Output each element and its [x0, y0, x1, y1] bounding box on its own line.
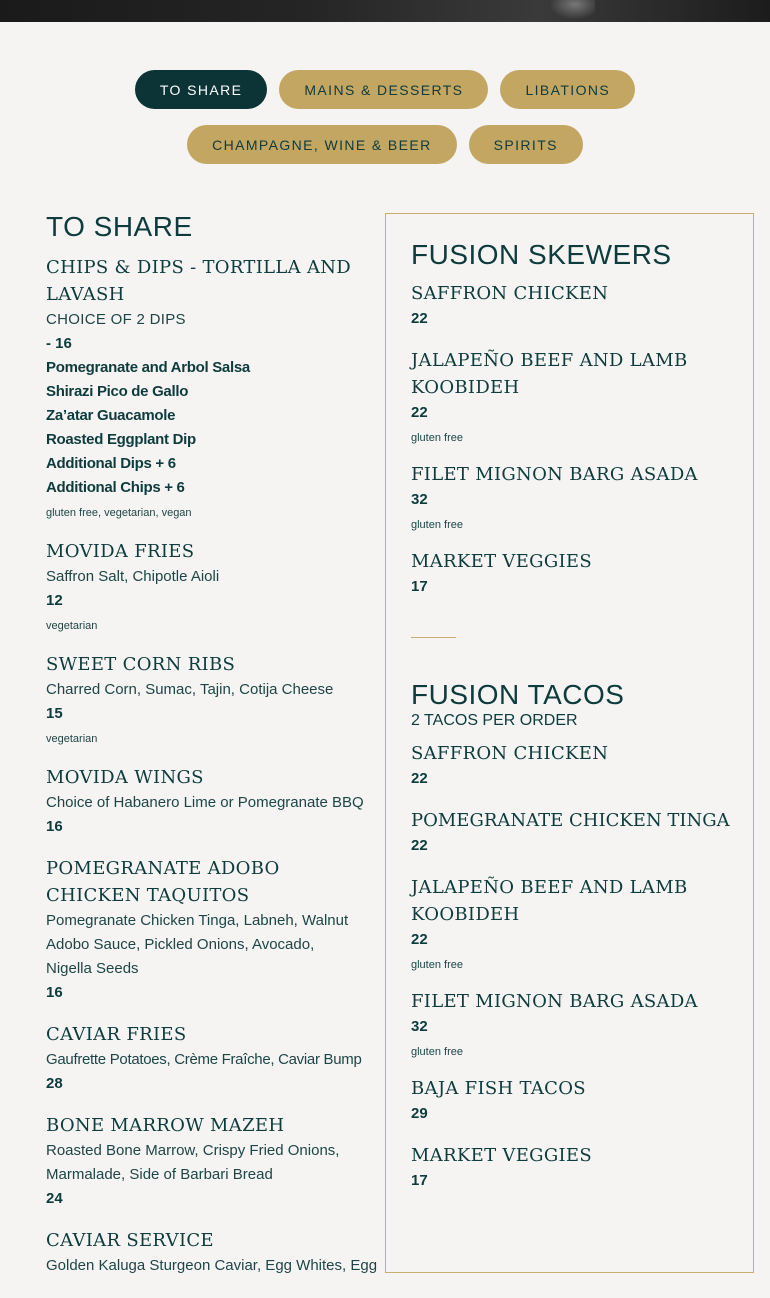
item-tags: vegetarian [46, 733, 98, 745]
item-name: BAJA FISH TACOS [411, 1078, 586, 1099]
item-price: 16 [46, 818, 63, 835]
item-price: 22 [411, 931, 428, 948]
to-share-column [46, 210, 378, 1278]
menu-item [46, 651, 364, 748]
item-price: 22 [411, 770, 428, 787]
item-name: JALAPEÑO BEEF AND LAMB KOOBIDEH [411, 350, 688, 398]
item-price: - 16 [46, 335, 72, 352]
item-price: 22 [411, 837, 428, 854]
menu-tabs-row-1 [0, 70, 770, 109]
item-name: FILET MIGNON BARG ASADA [411, 991, 698, 1012]
section-divider [411, 637, 456, 638]
item-name: JALAPEÑO BEEF AND LAMB KOOBIDEH [411, 877, 688, 925]
item-tags: gluten free [411, 1046, 463, 1058]
item-price: 29 [411, 1105, 428, 1122]
item-name: CAVIAR FRIES [46, 1024, 187, 1045]
item-tags: gluten free [411, 959, 463, 971]
menu-item [411, 280, 733, 331]
item-name: SAFFRON CHICKEN [411, 743, 609, 764]
section-subtitle: 2 TACOS PER ORDER [411, 712, 578, 729]
menu-item [46, 1021, 364, 1096]
item-name: FILET MIGNON BARG ASADA [411, 464, 698, 485]
menu-item [46, 254, 364, 522]
menu-item [411, 1142, 733, 1193]
menu-item [411, 740, 733, 791]
dip-option: Additional Dips + 6 [46, 455, 176, 472]
item-tags: gluten free [411, 432, 463, 444]
item-name: MARKET VEGGIES [411, 551, 592, 572]
dip-option: Pomegranate and Arbol Salsa [46, 359, 250, 376]
item-price: 32 [411, 491, 428, 508]
item-tags: gluten free, vegetarian, vegan [46, 507, 192, 519]
item-name: CAVIAR SERVICE [46, 1230, 214, 1251]
tab-libations[interactable]: LIBATIONS [500, 70, 635, 109]
item-desc: Charred Corn, Sumac, Tajin, Cotija Cheese [46, 681, 334, 698]
item-desc: Pomegranate Chicken Tinga, Labneh, Walnut Adobo Sauce, Pickled Onions, Avocado, Nigella Seeds [46, 912, 349, 977]
item-price: 17 [411, 578, 428, 595]
menu-tabs-row-2 [0, 125, 770, 164]
tab-champagne-wine-beer[interactable]: CHAMPAGNE, WINE & BEER [187, 125, 457, 164]
section-title-fusion-skewers: FUSION SKEWERS [411, 239, 672, 270]
item-name: MOVIDA WINGS [46, 767, 204, 788]
dip-option: Additional Chips + 6 [46, 479, 185, 496]
tab-spirits[interactable]: SPIRITS [469, 125, 583, 164]
menu-item [46, 855, 364, 1005]
menu-item [411, 461, 733, 534]
item-price: 12 [46, 592, 63, 609]
item-name: MARKET VEGGIES [411, 1145, 592, 1166]
item-name: BONE MARROW MAZEH [46, 1115, 285, 1136]
item-desc: Golden Kaluga Sturgeon Caviar, Egg Whites, Egg [46, 1257, 378, 1274]
menu-item [411, 347, 733, 447]
dip-option: Shirazi Pico de Gallo [46, 383, 189, 400]
menu-item [411, 1075, 733, 1126]
item-name: POMEGRANATE ADOBO CHICKEN TAQUITOS [46, 858, 280, 906]
item-price: 15 [46, 705, 63, 722]
item-tags: vegetarian [46, 620, 98, 632]
item-price: 22 [411, 310, 428, 327]
item-tags: gluten free [411, 519, 463, 531]
tab-mains-desserts[interactable]: MAINS & DESSERTS [279, 70, 488, 109]
item-desc: Saffron Salt, Chipotle Aioli [46, 568, 220, 585]
item-desc: CHOICE OF 2 DIPS [46, 311, 186, 328]
section-title-fusion-tacos: FUSION TACOS [411, 679, 625, 710]
item-price: 32 [411, 1018, 428, 1035]
tab-to-share[interactable]: TO SHARE [135, 70, 268, 109]
item-desc: Choice of Habanero Lime or Pomegranate BBQ [46, 794, 364, 811]
fusion-column [385, 213, 754, 1273]
hero-glint [545, 0, 595, 22]
menu-item [411, 548, 733, 599]
section-title-to-share: TO SHARE [46, 211, 193, 242]
item-price: 17 [411, 1172, 428, 1189]
item-name: CHIPS & DIPS - TORTILLA AND LAVASH [46, 257, 352, 305]
menu-item [46, 764, 364, 839]
dip-option: Za’atar Guacamole [46, 407, 176, 424]
menu-item [411, 807, 733, 858]
hero-image-strip [0, 0, 770, 22]
menu-item [46, 1112, 364, 1211]
item-price: 16 [46, 984, 63, 1001]
dip-option: Roasted Eggplant Dip [46, 431, 196, 448]
item-desc: Roasted Bone Marrow, Crispy Fried Onions, Marmalade, Side of Barbari Bread [46, 1142, 340, 1183]
item-name: SWEET CORN RIBS [46, 654, 236, 675]
menu-item [411, 988, 733, 1061]
item-price: 22 [411, 404, 428, 421]
item-desc: Gaufrette Potatoes, Crème Fraîche, Caviar Bump [46, 1051, 362, 1068]
menu-item [46, 1227, 378, 1278]
item-price: 28 [46, 1075, 63, 1092]
menu-item [411, 874, 733, 974]
item-name: SAFFRON CHICKEN [411, 283, 609, 304]
item-price: 24 [46, 1190, 63, 1207]
item-name: MOVIDA FRIES [46, 541, 195, 562]
menu-item [46, 538, 364, 635]
item-name: POMEGRANATE CHICKEN TINGA [411, 810, 730, 831]
